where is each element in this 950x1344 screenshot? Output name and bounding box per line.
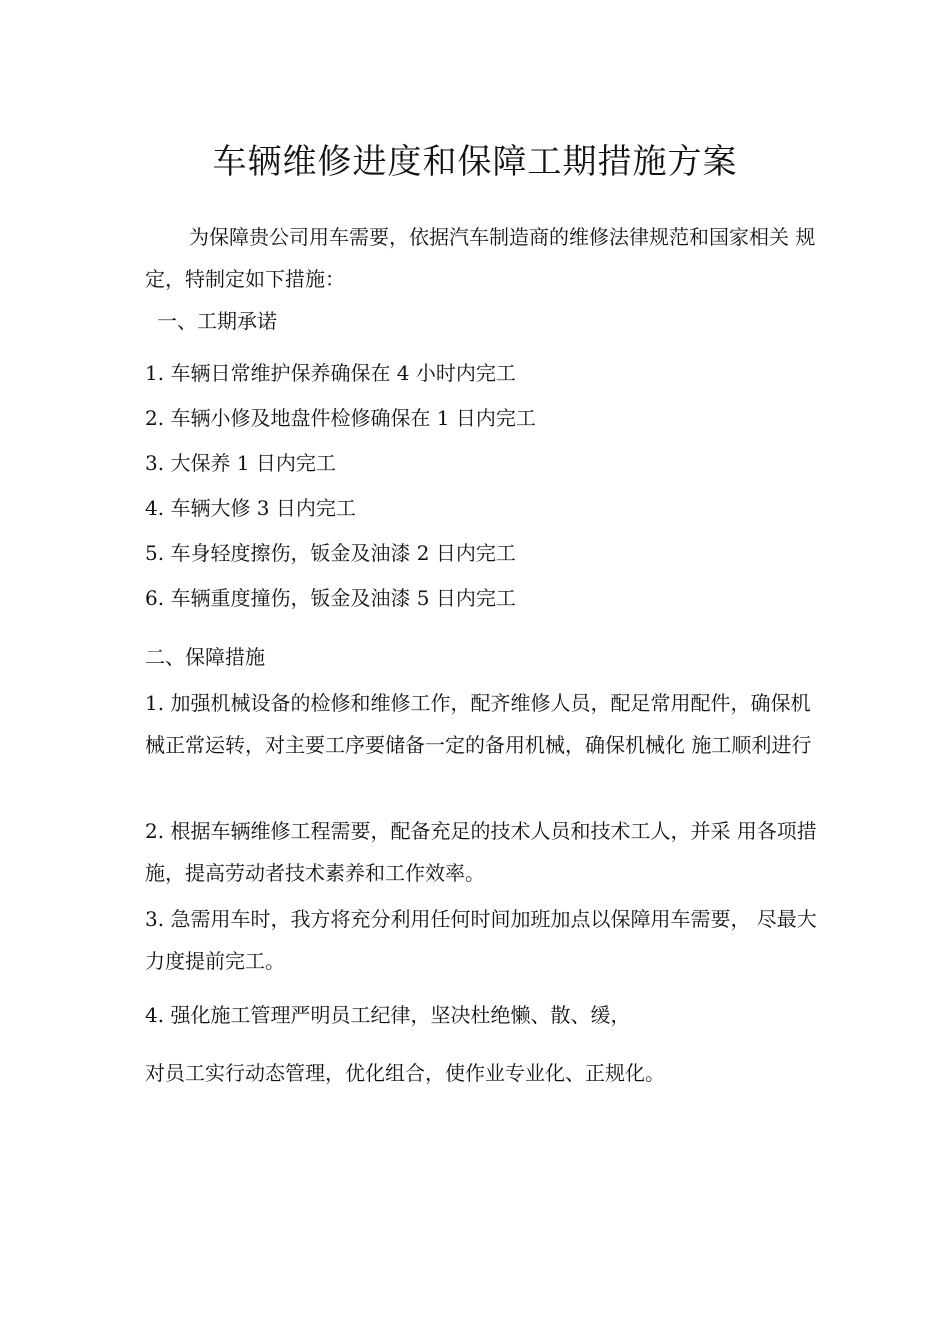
section-heading-measures: 二、保障措施: [145, 645, 265, 669]
measure-item: 4. 强化施工管理严明员工纪律，坚决杜绝懒、散、缓，: [145, 1003, 631, 1027]
schedule-item: 4. 车辆大修 3 日内完工: [145, 496, 356, 520]
measure-item: 2. 根据车辆维修工程需要，配备充足的技术人员和技术工人，并采 用各项措施，提高劳动者技术素养和工作效率。: [145, 819, 817, 885]
schedule-item: 2. 车辆小修及地盘件检修确保在 1 日内完工: [145, 406, 536, 430]
schedule-item: 6. 车辆重度撞伤，钣金及油漆 5 日内完工: [145, 586, 516, 610]
schedule-item: 5. 车身轻度擦伤，钣金及油漆 2 日内完工: [145, 541, 516, 565]
intro-paragraph: 为保障贵公司用车需要，依据汽车制造商的维修法律规范和国家相关 规定，特制定如下措施：: [145, 225, 816, 291]
section-heading-schedule: 一、工期承诺: [157, 309, 277, 333]
measure-item: 3. 急需用车时，我方将充分利用任何时间加班加点以保障用车需要， 尽最大力度提前完工。: [145, 907, 817, 973]
schedule-item: 1. 车辆日常维护保养确保在 4 小时内完工: [145, 361, 516, 385]
document-title: 车辆维修进度和保障工期措施方案: [212, 142, 738, 182]
measure-item: 1. 加强机械设备的检修和维修工作，配齐维修人员，配足常用配件，确保机械正常运转，对主要工序要储备一定的备用机械，确保机械化 施工顺利进行: [145, 691, 812, 757]
measure-item-continuation: 对员工实行动态管理，优化组合，使作业专业化、正规化。: [145, 1061, 665, 1085]
schedule-item: 3. 大保养 1 日内完工: [145, 451, 336, 475]
